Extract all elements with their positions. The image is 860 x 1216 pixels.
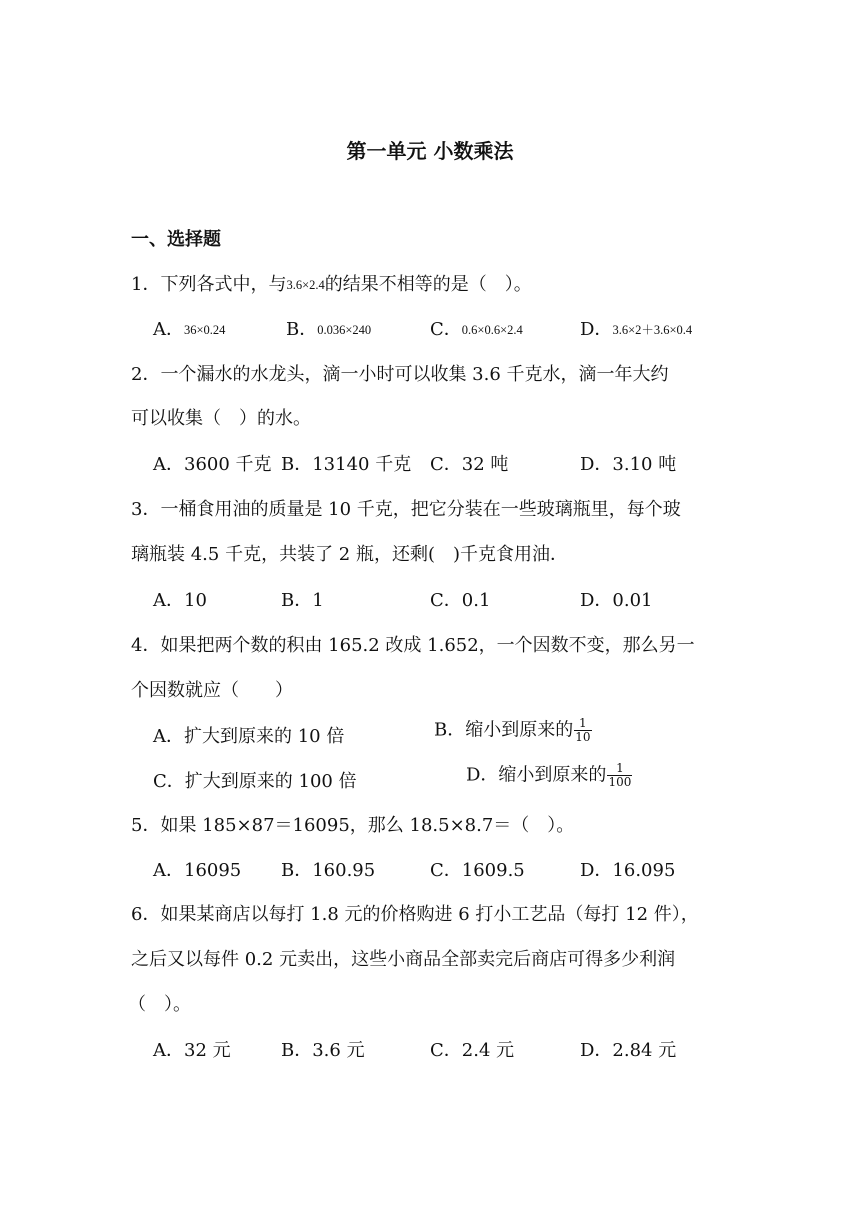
question-2-line-2: 可以收集（ ）的水。 xyxy=(131,408,311,429)
question-6-line-1: 6．如果某商店以每打 1.8 元的价格购进 6 打小工艺品（每打 12 件）， xyxy=(131,904,699,925)
fraction-denominator: 10 xyxy=(575,730,591,744)
q1-option-d xyxy=(580,319,692,341)
q1-option-b-value: 0.036×240 xyxy=(317,323,372,337)
q5-option-a: A．16095 xyxy=(153,860,242,881)
fraction-numerator: 1 xyxy=(607,762,632,776)
q6-option-c: C．2.4 元 xyxy=(430,1040,515,1061)
q6-option-a: A．32 元 xyxy=(153,1040,231,1061)
q2-option-a: A．3600 千克 xyxy=(153,454,272,475)
fraction-numerator: 1 xyxy=(574,717,591,731)
q4-option-b-text: B．缩小到原来的 xyxy=(434,719,574,741)
q4-option-d-text: D．缩小到原来的 xyxy=(466,764,607,786)
question-1-prefix: 1．下列各式中，与 xyxy=(131,274,287,295)
q4-option-b xyxy=(434,717,592,744)
question-1-suffix: 的结果不相等的是（ ）。 xyxy=(324,274,532,295)
q4-option-d xyxy=(466,762,632,789)
question-3-line-1: 3．一桶食用油的质量是 10 千克，把它分装在一些玻璃瓶里，每个玻 xyxy=(131,499,681,520)
q1-option-d-value: 3.6×2＋3.6×0.4 xyxy=(612,323,693,337)
q1-option-b-label: B． xyxy=(286,319,318,340)
q4-option-c: C．扩大到原来的 100 倍 xyxy=(153,771,357,792)
q6-option-b: B．3.6 元 xyxy=(281,1040,365,1061)
q3-option-d: D．0.01 xyxy=(580,590,653,611)
question-4-line-2: 个因数就应（ ） xyxy=(131,680,293,701)
question-5-line-1: 5．如果 185×87＝16095，那么 18.5×8.7＝（ ）。 xyxy=(131,815,575,836)
question-2-line-1: 2．一个漏水的水龙头，滴一小时可以收集 3.6 千克水，滴一年大约 xyxy=(131,364,669,385)
q3-option-b: B．1 xyxy=(281,590,324,611)
q5-option-c: C．1609.5 xyxy=(430,860,525,881)
question-6-line-2: 之后又以每件 0.2 元卖出，这些小商品全部卖完后商店可得多少利润 xyxy=(131,949,676,970)
q1-option-b xyxy=(286,319,371,341)
question-3-line-2: 璃瓶装 4.5 千克，共装了 2 瓶，还剩( )千克食用油． xyxy=(131,544,569,565)
question-6-line-3: （ ）。 xyxy=(128,994,191,1015)
fraction-one-hundredth xyxy=(607,762,632,789)
q4-option-a: A．扩大到原来的 10 倍 xyxy=(153,726,345,747)
q1-option-c-label: C． xyxy=(430,319,462,340)
page-title: 第一单元 小数乘法 xyxy=(346,139,514,163)
q3-option-a: A．10 xyxy=(153,590,207,611)
q6-option-d: D．2.84 元 xyxy=(580,1040,677,1061)
q3-option-c: C．0.1 xyxy=(430,590,491,611)
fraction-one-tenth xyxy=(574,717,591,744)
q2-option-b: B．13140 千克 xyxy=(281,454,412,475)
q1-option-a-value: 36×0.24 xyxy=(184,323,226,337)
q2-option-c: C．32 吨 xyxy=(430,454,509,475)
section-heading: 一、选择题 xyxy=(131,229,221,250)
q1-option-c-value: 0.6×0.6×2.4 xyxy=(461,323,523,337)
question-1-expression: 3.6×2.4 xyxy=(286,278,325,292)
q1-option-a xyxy=(153,319,225,341)
question-1 xyxy=(131,274,532,296)
q1-option-d-label: D． xyxy=(580,319,613,340)
q1-option-c xyxy=(430,319,523,341)
q5-option-b: B．160.95 xyxy=(281,860,376,881)
q1-option-a-label: A． xyxy=(153,319,184,340)
q5-option-d: D．16.095 xyxy=(580,860,676,881)
q2-option-d: D．3.10 吨 xyxy=(580,454,677,475)
question-4-line-1: 4．如果把两个数的积由 165.2 改成 1.652，一个因数不变，那么另一 xyxy=(131,635,695,656)
fraction-denominator: 100 xyxy=(608,775,632,789)
